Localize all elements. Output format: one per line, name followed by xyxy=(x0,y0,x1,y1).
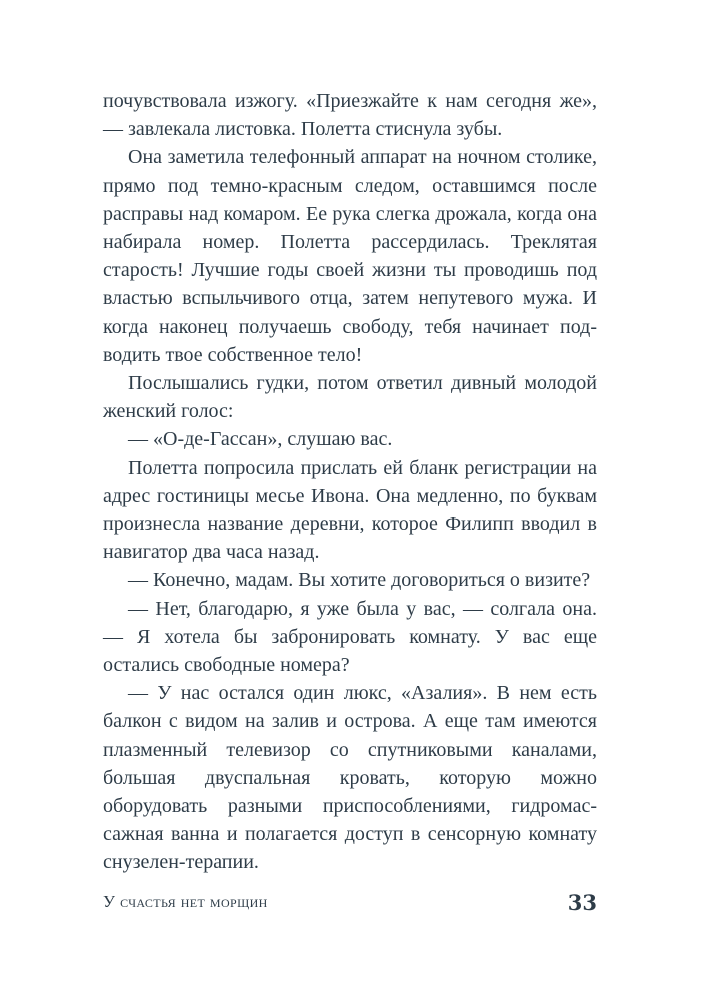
dialogue-line: — «О-де-Гассан», слушаю вас. xyxy=(128,428,393,451)
paragraph: Она заметила телефонный аппарат на ночном столике, прямо под темно-красным следом, оставшимся после расправы над комаром. Ее рука слегка дрожала, когда она набирала номер. Полетта рассердилась. Треклятая старость! Лучшие годы своей жизни ты проводишь под властью вспыльчивого отца, затем непутевого мужа. И когда наконец получаешь свободу, тебя начинает подводить твое собственное тело! xyxy=(103,146,597,366)
page-number: 33 xyxy=(567,890,597,915)
body-text xyxy=(103,87,597,877)
dialogue-line: — Нет, благодарю, я уже была у вас, — солгала она. — Я хотела бы забронировать комнату. У вас еще остались свободные номера? xyxy=(103,597,597,677)
dialogue-line: — У нас остался один люкс, «Азалия». В нем есть балкон с видом на залив и острова. А еще там имеются плазменный телевизор со спутниковыми каналами, большая двуспальная кровать, которую можно оборудовать разными приспособлениями, гидромассажная ванна и полагается доступ в сенсорную комнату снузелен-терапии. xyxy=(103,682,597,874)
paragraph: Послышались гудки, потом ответил дивный молодой женский голос: xyxy=(103,372,597,423)
running-title: У счастья нет морщин xyxy=(103,892,268,911)
dialogue-line: — Конечно, мадам. Вы хотите договориться о визите? xyxy=(128,569,591,592)
paragraph: Полетта попросила прислать ей бланк регистрации на адрес гостиницы месье Ивона. Она медленно, по буквам произнесла название деревни, которое Филипп вводил в навигатор два часа назад. xyxy=(103,456,597,564)
page-footer xyxy=(103,890,597,920)
paragraph: почувствовала изжогу. «Приезжайте к нам сегодня же», — завлекала листовка. Полетта стиснула зубы. xyxy=(103,90,597,141)
